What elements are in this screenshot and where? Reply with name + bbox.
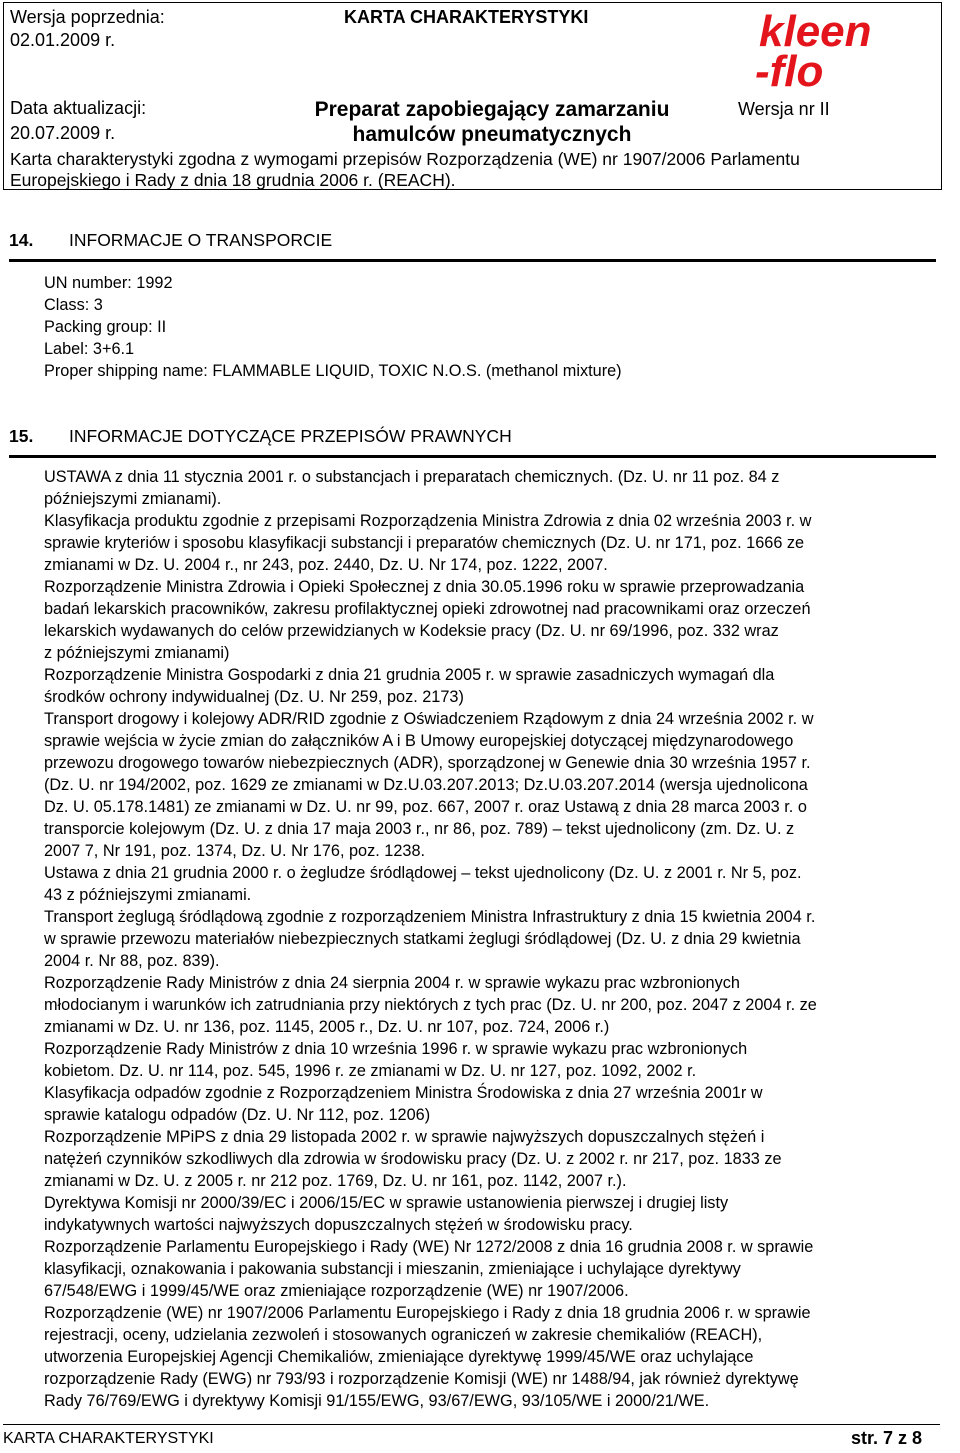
regulation-line: Rozporządzenie Ministra Zdrowia i Opieki Społecznej z dnia 30.05.1996 roku w sprawie przeprowadzania (44, 578, 805, 596)
regulations-text (44, 466, 949, 1412)
previous-version-label: Wersja poprzednia: (10, 7, 165, 27)
regulation-line: sprawie kryteriów i sposobu klasyfikacji substancji i preparatów chemicznych (Dz. U. nr 171, poz. 1666 ze (44, 534, 805, 552)
regulation-line: z późniejszymi zmianami) (44, 644, 230, 662)
regulation-line: kobietom. Dz. U. nr 114, poz. 545, 1996 r. ze zmianami w Dz. U. nr 127, poz. 1092, 2002 r. (44, 1062, 697, 1080)
transport-line: Class: 3 (44, 296, 103, 314)
transport-line: Proper shipping name: FLAMMABLE LIQUID, TOXIC N.O.S. (methanol mixture) (44, 362, 622, 380)
regulation-line: przewozu drogowego towarów niebezpiecznych (ADR), sporządzonej w Genewie dnia 30 września 1957 r. (44, 754, 811, 772)
update-label: Data aktualizacji: (10, 98, 147, 118)
page-number: str. 7 z 8 (850, 1428, 922, 1448)
previous-version-date: 02.01.2009 r. (10, 30, 116, 50)
regulation-line: w sprawie przewozu materiałów niebezpiecznych statkami żeglugi śródlądowej (Dz. U. z dnia 29 kwietnia (44, 930, 801, 948)
regulation-line: badań lekarskich pracowników, zakresu profilaktycznej opieki zdrowotnej nad pracownikami oraz orzeczeń (44, 600, 811, 618)
logo-text-flo: -flo (755, 47, 824, 94)
regulation-line: Rady 76/769/EWG i dyrektywy Komisji 91/155/EWG, 93/67/EWG, 93/105/WE i 2000/21/WE. (44, 1392, 710, 1410)
footer-divider (3, 1424, 940, 1425)
regulation-line: Klasyfikacja produktu zgodnie z przepisami Rozporządzenia Ministra Zdrowia z dnia 02 września 2003 r. w (44, 512, 812, 530)
product-name (282, 97, 702, 147)
regulation-line: transporcie kolejowym (Dz. U. z dnia 17 maja 2003 r., nr 86, poz. 789) – tekst ujednolicony (zm. Dz. U. z (44, 820, 795, 838)
transport-line: Packing group: II (44, 318, 167, 336)
regulation-line: Dz. U. 05.178.1481) ze zmianami w Dz. U. nr 99, poz. 667, 2007 r. oraz Ustawą z dnia 28 marca 2003 r. o (44, 798, 807, 816)
regulation-line: Rozporządzenie (WE) nr 1907/2006 Parlamentu Europejskiego i Rady z dnia 18 grudnia 2006 r. w sprawie (44, 1304, 811, 1322)
section-divider (9, 259, 936, 262)
regulation-line: sprawie wejścia w życie zmian do załączników A i B Umowy europejskiej dotyczącej międzynarodowego (44, 732, 794, 750)
section-number: 15. (9, 426, 34, 446)
regulation-line: młodocianym i warunków ich zatrudniania przy niektórych z tych prac (Dz. U. nr 200, poz. 2047 z 2004 r. ze (44, 996, 817, 1014)
product-name-line-1: Preparat zapobiegający zamarzaniu (314, 98, 670, 121)
regulation-line: utworzenia Europejskiej Agencji Chemikaliów, zmieniające dyrektywę 1999/45/WE oraz uchylające (44, 1348, 754, 1366)
regulation-line: 43 z późniejszymi zmianami. (44, 886, 252, 904)
regulation-line: natężeń czynników szkodliwych dla zdrowia w środowisku pracy (Dz. U. z 2002 r. nr 217, poz. 1833 ze (44, 1150, 782, 1168)
regulation-line: sprawie katalogu odpadów (Dz. U. Nr 112, poz. 1206) (44, 1106, 431, 1124)
regulation-line: zmianami w Dz. U. z 2005 r. nr 212 poz. 1769, Dz. U. nr 161, poz. 1142, 2007 r.). (44, 1172, 627, 1190)
regulation-line: rozporządzenie Rady (EWG) nr 793/93 i rozporządzenie Komisji (WE) nr 1488/94, jak również dyrektywę (44, 1370, 799, 1388)
regulation-line: Transport drogowy i kolejowy ADR/RID zgodnie z Oświadczeniem Rządowym z dnia 24 września 2002 r. w (44, 710, 814, 728)
document-type: KARTA CHARAKTERYSTYKI (344, 7, 589, 27)
regulation-line: Ustawa z dnia 21 grudnia 2000 r. o żegludze śródlądowej – tekst ujednolicony (Dz. U. z 2001 r. Nr 5, poz. (44, 864, 802, 882)
regulation-line: 2004 r. Nr 88, poz. 839). (44, 952, 220, 970)
regulation-line: zmianami w Dz. U. 2004 r., nr 243, poz. 2440, Dz. U. Nr 174, poz. 1222, 2007. (44, 556, 608, 574)
regulation-line: rejestracji, oceny, udzielania zezwoleń i stosowanych ograniczeń w zakresie chemikaliów (REACH), (44, 1326, 763, 1344)
regulation-line: (Dz. U. nr 194/2002, poz. 1629 ze zmianami w Dz.U.03.207.2013; Dz.U.03.207.2014 (wersja ujednolicona (44, 776, 808, 794)
transport-line: Label: 3+6.1 (44, 340, 135, 358)
compliance-line-2: Europejskiego i Rady z dnia 18 grudnia 2006 r. (REACH). (10, 170, 456, 190)
section-divider (9, 455, 936, 458)
regulation-line: 2007 7, Nr 191, poz. 1374, Dz. U. Nr 176, poz. 1238. (44, 842, 426, 860)
regulation-line: Rozporządzenie MPiPS z dnia 29 listopada 2002 r. w sprawie najwyższych dopuszczalnych stężeń i (44, 1128, 765, 1146)
logo-text-kleen: kleen (759, 7, 872, 56)
section-title: INFORMACJE DOTYCZĄCE PRZEPISÓW PRAWNYCH (69, 426, 512, 446)
regulation-line: Transport żeglugą śródlądową zgodnie z rozporządzeniem Ministra Infrastruktury z dnia 15 kwietnia 2004 r. (44, 908, 816, 926)
kleen-flo-logo (751, 4, 938, 94)
regulation-line: późniejszymi zmianami). (44, 490, 222, 508)
regulation-line: Dyrektywa Komisji nr 2000/39/EC i 2006/15/EC w sprawie ustanowienia pierwszej i drugiej listy (44, 1194, 729, 1212)
regulation-line: indykatywnych wartości najwyższych dopuszczalnych stężeń w środowisku pracy. (44, 1216, 633, 1234)
section-title: INFORMACJE O TRANSPORCIE (69, 230, 333, 250)
regulation-line: Rozporządzenie Rady Ministrów z dnia 24 sierpnia 2004 r. w sprawie wykazu prac wzbronionych (44, 974, 740, 992)
regulation-line: zmianami w Dz. U. nr 136, poz. 1145, 2005 r., Dz. U. nr 107, poz. 724, 2006 r.) (44, 1018, 610, 1036)
regulation-line: środków ochrony indywidualnej (Dz. U. Nr 259, poz. 2173) (44, 688, 464, 706)
transport-line: UN number: 1992 (44, 274, 173, 292)
compliance-note (10, 149, 930, 191)
regulation-line: klasyfikacji, oznakowania i pakowania substancji i mieszanin, zmieniające i uchylające dyrektywy (44, 1260, 741, 1278)
section-15-heading (9, 425, 512, 447)
regulation-line: Rozporządzenie Parlamentu Europejskiego i Rady (WE) Nr 1272/2008 z dnia 16 grudnia 2008 r. w sprawie (44, 1238, 814, 1256)
version-label: Wersja nr II (738, 99, 830, 119)
footer-doc-type: KARTA CHARAKTERYSTYKI (3, 1430, 214, 1447)
update-date: 20.07.2009 r. (10, 123, 116, 143)
regulation-line: Rozporządzenie Ministra Gospodarki z dnia 21 grudnia 2005 r. w sprawie zasadniczych wymagań dla (44, 666, 775, 684)
section-number: 14. (9, 230, 34, 250)
regulation-line: lekarskich wydawanych do celów przewidzianych w Kodeksie pracy (Dz. U. nr 69/1996, poz. 332 wraz (44, 622, 779, 640)
product-name-line-2: hamulców pneumatycznych (352, 123, 632, 146)
regulation-line: 67/548/EWG i 1999/45/WE oraz zmieniające rozporządzenie (WE) nr 1907/2006. (44, 1282, 629, 1300)
regulation-line: Klasyfikacja odpadów zgodnie z Rozporządzeniem Ministra Środowiska z dnia 27 września 2001r w (44, 1084, 763, 1102)
section-14-heading (9, 229, 332, 251)
transport-info (44, 272, 622, 382)
regulation-line: USTAWA z dnia 11 stycznia 2001 r. o substancjach i preparatach chemicznych. (Dz. U. nr 11 poz. 84 z (44, 468, 780, 486)
compliance-line-1: Karta charakterystyki zgodna z wymogami przepisów Rozporządzenia (WE) nr 1907/2006 Parlamentu (10, 149, 800, 169)
document-header (3, 2, 942, 190)
regulation-line: Rozporządzenie Rady Ministrów z dnia 10 września 1996 r. w sprawie wykazu prac wzbronionych (44, 1040, 748, 1058)
